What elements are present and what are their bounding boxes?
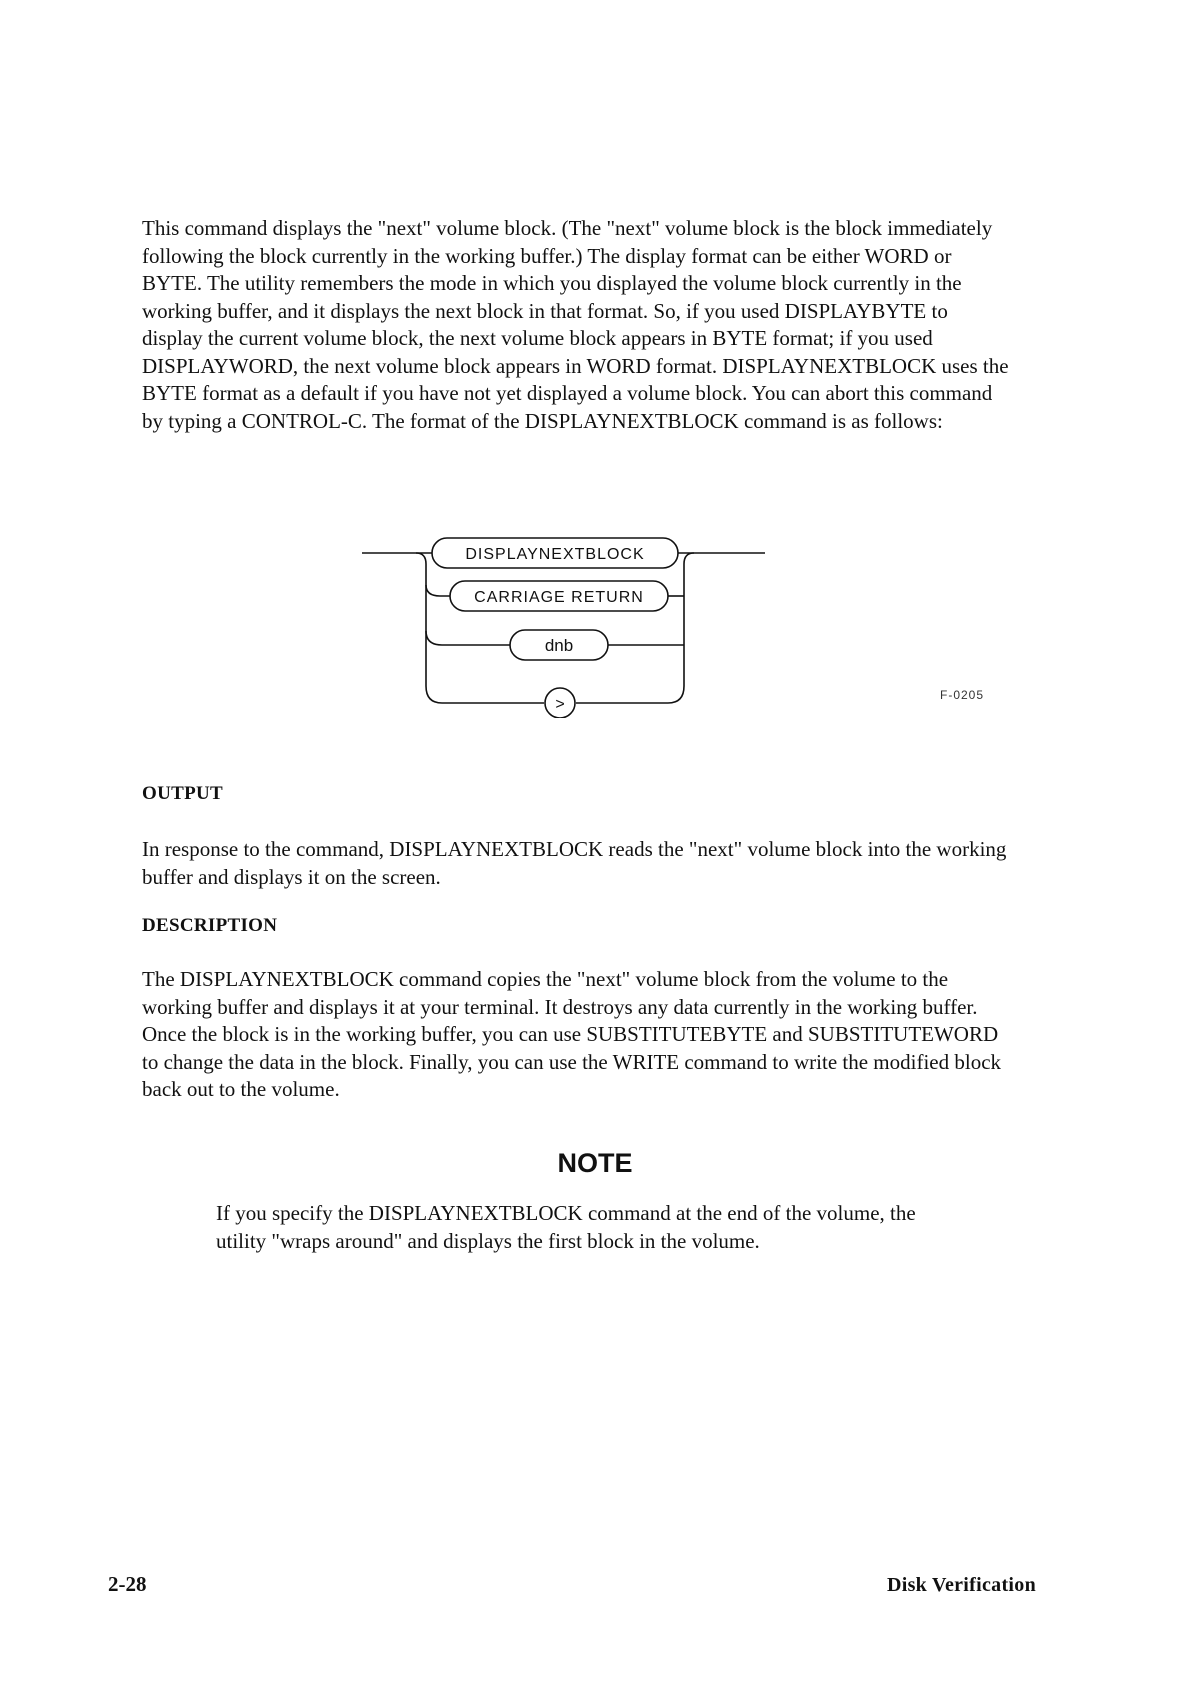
- page-number: 2-28: [108, 1572, 147, 1596]
- output-paragraph: In response to the command, DISPLAYNEXTBLOCK reads the "next" volume block into the working buffer and displays it on the screen.: [142, 837, 1007, 889]
- option-label-carriage-return: CARRIAGE RETURN: [474, 589, 644, 606]
- output-heading: OUTPUT: [142, 783, 223, 804]
- note-title: NOTE: [557, 1148, 633, 1178]
- description-heading: DESCRIPTION: [142, 915, 278, 936]
- option-label-displaynextblock: DISPLAYNEXTBLOCK: [465, 546, 645, 563]
- note-paragraph: If you specify the DISPLAYNEXTBLOCK command at the end of the volume, the utility "wraps around" and displays the first block in the volume.: [216, 1201, 916, 1253]
- description-paragraph: The DISPLAYNEXTBLOCK command copies the "next" volume block from the volume to the working buffer and displays it at your terminal. It destroys any data currently in the working buffer. Once the block is in the working buffer, you can use SUBSTITUTEBYTE and SUBSTITUTEWORD to change the data in the block. Finally, you can use the WRITE command to write the modified block back out to the volume.: [142, 967, 1002, 1101]
- intro-paragraph: This command displays the "next" volume block. (The "next" volume block is the block immediately following the block currently in the working buffer.) The display format can be either WORD or BYTE. The utility remembers the mode in which you displayed the volume block currently in the working buffer, and it displays the next block in that format. So, if you used DISPLAYBYTE to display the current volume block, the next volume block appears in BYTE format; if you used DISPLAYWORD, the next volume block appears in WORD format. DISPLAYNEXTBLOCK uses the BYTE format as a default if you have not yet displayed a volume block. You can abort this command by typing a CONTROL-C. The format of the DISPLAYNEXTBLOCK command is as follows:: [142, 216, 1009, 433]
- syntax-diagram: [350, 528, 770, 718]
- option-label-prompt: >: [555, 696, 565, 713]
- option-label-dnb: dnb: [544, 636, 574, 655]
- section-title: Disk Verification: [887, 1574, 1036, 1596]
- figure-id: F-0205: [940, 688, 985, 702]
